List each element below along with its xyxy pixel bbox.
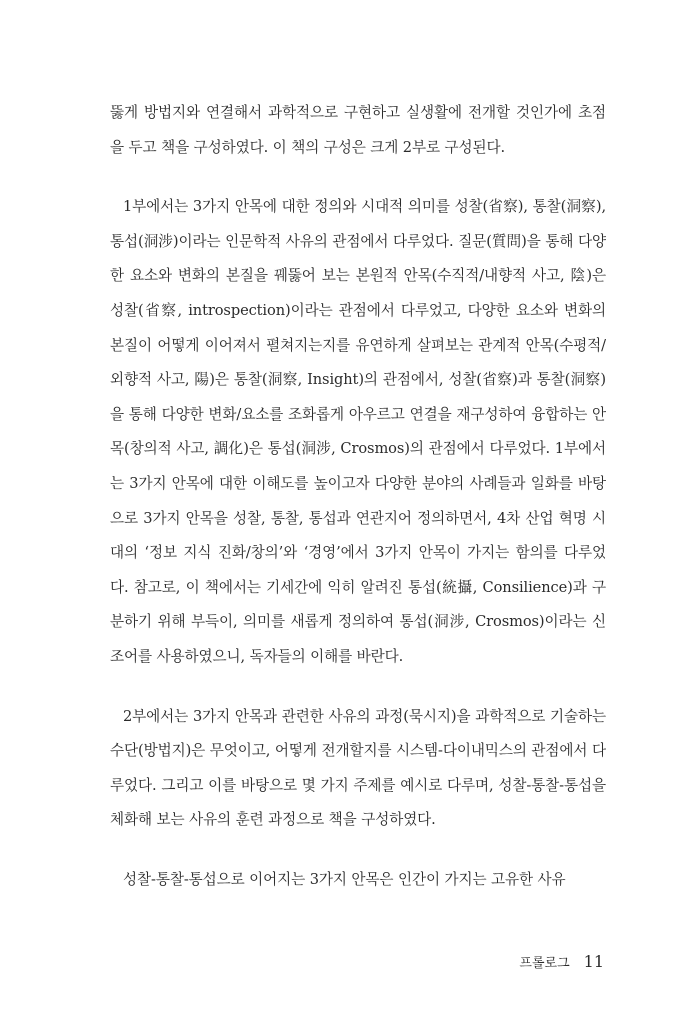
page-footer bbox=[519, 952, 604, 971]
paragraph-spacer bbox=[110, 675, 606, 700]
body-text bbox=[110, 96, 606, 897]
running-title: 프롤로그 bbox=[519, 956, 570, 971]
page-number: 11 bbox=[583, 952, 604, 971]
paragraph-part-one: 1부에서는 3가지 안목에 대한 정의와 시대적 의미를 성찰(省察), 통찰(洞察), 통섭(洞涉)이라는 인문학적 사유의 관점에서 다루었다. 질문(質問)을 통해 다양한 요소와 변화의 본질을 꿰뚫어 보는 본원적 안목(수직적/내향적 사고, 陰)은 성찰(省察, introspection)이라는 관점에서 다루었고, 다양한 요소와 변화의 본질이 어떻게 이어져서 펼쳐지는지를 유연하게 살펴보는 관계적 안목(수평적/외향적 사고, 陽)은 통찰(洞察, Insight)의 관점에서, 성찰(省察)과 통찰(洞察)을 통해 다양한 변화/요소를 조화롭게 아우르고 연결을 재구성하여 융합하는 안목(창의적 사고, 調化)은 통섭(洞涉, Crosmos)의 관점에서 다루었다. 1부에서는 3가지 안목에 대한 이해도를 높이고자 다양한 분야의 사례들과 일화를 바탕으로 3가지 안목을 성찰, 통찰, 통섭과 연관지어 정의하면서, 4차 산업 혁명 시대의 ‘정보 지식 진화/창의’와 ‘경영’에서 3가지 안목이 가지는 함의를 다루었다. 참고로, 이 책에서는 기세간에 익히 알려진 통섭(統攝, Consilience)과 구분하기 위해 부득이, 의미를 새롭게 정의하여 통섭(洞涉, Crosmos)이라는 신조어를 사용하였으니, 독자들의 이해를 바란다. bbox=[110, 198, 606, 665]
paragraph-spacer bbox=[110, 165, 606, 190]
paragraph-part-two: 2부에서는 3가지 안목과 관련한 사유의 과정(묵시지)을 과학적으로 기술하는 수단(방법지)은 무엇이고, 어떻게 전개할지를 시스템-다이내믹스의 관점에서 다루었다. 그리고 이를 바탕으로 몇 가지 주제를 예시로 다루며, 성찰-통찰-통섭을 체화해 보는 사유의 훈련 과정으로 책을 구성하였다. bbox=[110, 707, 606, 829]
paragraph-closing: 성찰-통찰-통섭으로 이어지는 3가지 안목은 인간이 가지는 고유한 사유 bbox=[123, 870, 566, 888]
paragraph-spacer bbox=[110, 838, 606, 863]
paragraph-continuation: 뚫게 방법지와 연결해서 과학적으로 구현하고 실생활에 전개할 것인가에 초점을 두고 책을 구성하였다. 이 책의 구성은 크게 2부로 구성된다. bbox=[110, 104, 606, 156]
